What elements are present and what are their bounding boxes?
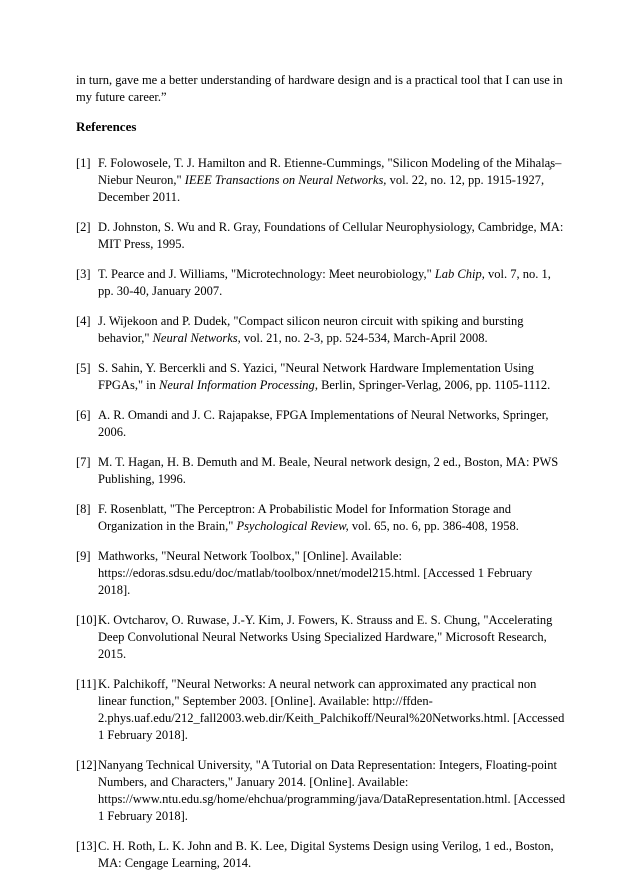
reference-text-segment: vol. 65, no. 6, pp. 386-408, 1958.: [348, 519, 519, 533]
reference-number: [2]: [76, 220, 91, 234]
reference-text: [98, 313, 566, 347]
reference-item: [76, 155, 566, 206]
reference-text: [98, 676, 566, 744]
reference-item: [76, 501, 566, 535]
reference-number: [4]: [76, 314, 91, 328]
reference-item: [76, 266, 566, 300]
reference-text-segment: K. Ovtcharov, O. Ruwase, J.-Y. Kim, J. Fowers, K. Strauss and E. S. Chung, "Accelerating Deep Convolutional Neural Networks Using Specialized Hardware," Microsoft Research, 2015.: [98, 613, 553, 661]
reference-number: [5]: [76, 361, 91, 375]
reference-number: [3]: [76, 267, 91, 281]
reference-list: [76, 155, 566, 885]
reference-text: [98, 612, 566, 663]
reference-text-segment: A. R. Omandi and J. C. Rajapakse, FPGA Implementations of Neural Networks, Springer, 2006.: [98, 408, 549, 439]
reference-item: [76, 454, 566, 488]
reference-text-segment: vol. 21, no. 2-3, pp. 524-534, March-April 2008.: [240, 331, 488, 345]
reference-item: [76, 219, 566, 253]
reference-text-segment: T. Pearce and J. Williams, "Microtechnology: Meet neurobiology,": [98, 267, 435, 281]
reference-text-segment: F. Rosenblatt, "The Perceptron: A Probabilistic Model for Information Storage and Organization in the Brain,": [98, 502, 512, 533]
reference-text: [98, 838, 566, 872]
references-heading: References: [76, 119, 137, 134]
reference-text-segment: C. H. Roth, L. K. John and B. K. Lee, Digital Systems Design using Verilog, 1 ed., Boston, MA: Cengage Learning, 2014.: [98, 839, 554, 870]
reference-text-segment: J. Wijekoon and P. Dudek, "Compact silicon neuron circuit with spiking and bursting behavior,": [98, 314, 524, 345]
reference-source-italic: Neural Information Processing: [159, 378, 315, 392]
intro-paragraph: in turn, gave me a better understanding of hardware design and is a practical tool that I can use in my future career.”: [76, 73, 563, 104]
reference-item: [76, 676, 566, 744]
reference-number: [7]: [76, 455, 91, 469]
reference-source-italic: Neural Networks,: [152, 331, 241, 345]
reference-text-segment: F. Folowosele, T. J. Hamilton and R. Etienne-Cummings, "Silicon Modeling of the Mihala̧s–Niebur Neuron,": [98, 156, 562, 187]
reference-item: [76, 838, 566, 872]
reference-text: [98, 360, 566, 394]
reference-text: [98, 454, 566, 488]
reference-item: [76, 757, 566, 825]
reference-number: [11]: [76, 677, 97, 691]
reference-text: [98, 757, 566, 825]
reference-item: [76, 360, 566, 394]
reference-text: [98, 501, 566, 535]
reference-number: [13]: [76, 839, 97, 853]
reference-source-italic: Lab Chip,: [434, 267, 485, 281]
reference-text-segment: M. T. Hagan, H. B. Demuth and M. Beale, Neural network design, 2 ed., Boston, MA: PWS Publishing, 1996.: [98, 455, 559, 486]
reference-item: [76, 313, 566, 347]
reference-number: [12]: [76, 758, 97, 772]
reference-text-segment: K. Palchikoff, "Neural Networks: A neural network can approximated any practical non linear function," September 2003. [Online]. Available: http://ffden-2.phys.uaf.edu/212_fall2003.web.dir/Keith_Palchikoff/Neural%20Networks.html. [Accessed 1 February 2018].: [98, 677, 565, 742]
reference-text-segment: Mathworks, "Neural Network Toolbox," [Online]. Available: https://edoras.sdsu.edu/doc/matlab/toolbox/nnet/model215.html. [Accessed 1 February 2018].: [98, 549, 533, 597]
reference-number: [9]: [76, 549, 91, 563]
reference-text-segment: vol. 7, no. 1, pp. 30-40, January 2007.: [98, 267, 551, 298]
reference-item: [76, 407, 566, 441]
reference-text-segment: , Berlin, Springer-Verlag, 2006, pp. 1105-1112.: [314, 378, 551, 392]
reference-text: [98, 407, 566, 441]
reference-number: [1]: [76, 156, 91, 170]
reference-text-segment: S. Sahin, Y. Bercerkli and S. Yazici, "Neural Network Hardware Implementation Using FPGAs," in: [98, 361, 534, 392]
reference-item: [76, 548, 566, 599]
reference-text-segment: vol. 22, no. 12, pp. 1915-1927, December 2011.: [98, 173, 545, 204]
reference-text: [98, 219, 566, 253]
reference-source-italic: Psychological Review,: [236, 519, 349, 533]
reference-source-italic: IEEE Transactions on Neural Networks,: [184, 173, 387, 187]
reference-number: [6]: [76, 408, 91, 422]
reference-text: [98, 548, 566, 599]
reference-text: [98, 266, 566, 300]
reference-number: [8]: [76, 502, 91, 516]
reference-number: [10]: [76, 613, 97, 627]
reference-text-segment: Nanyang Technical University, "A Tutorial on Data Representation: Integers, Floating-point Numbers, and Characters," January 2014. [Online]. Available: https://www.ntu.edu.sg/home/ehchua/programming/java/DataRepresentation.html. [Accessed 1 February 2018].: [98, 758, 566, 823]
reference-text: [98, 155, 566, 206]
reference-item: [76, 612, 566, 663]
reference-text-segment: D. Johnston, S. Wu and R. Gray, Foundations of Cellular Neurophysiology, Cambridge, MA: MIT Press, 1995.: [98, 220, 564, 251]
